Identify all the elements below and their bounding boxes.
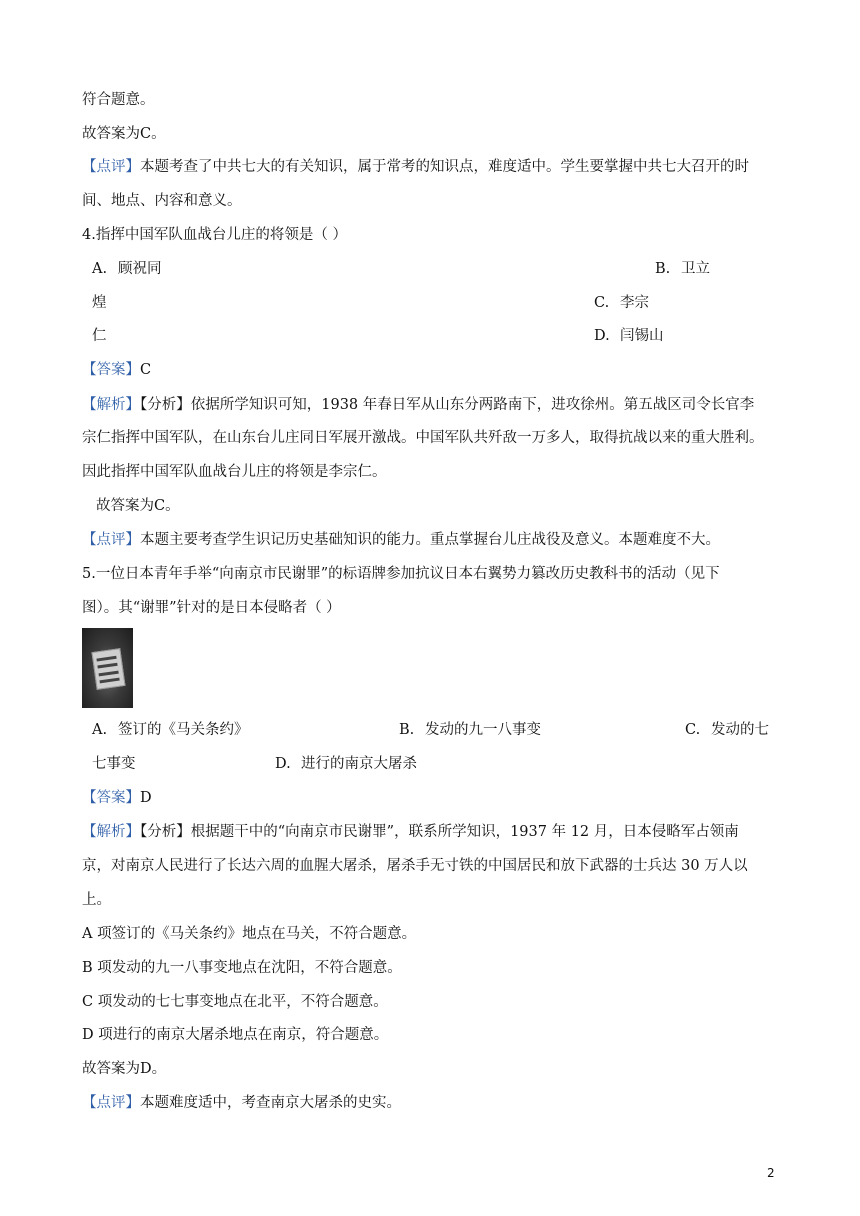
q4-explanation-line: 因此指挥中国军队血战台儿庄的将领是李宗仁。 [82, 464, 387, 480]
protest-photo [82, 628, 133, 708]
q5-option-d [275, 754, 417, 774]
explanation-text: 【分析】根据题干中的“向南京市民谢罪”，联系所学知识，1937 年 12 月，日本侵略军占领南 [140, 824, 739, 840]
option-letter: B. [399, 722, 415, 738]
q5-explanation-line: B 项发动的九一八事变地点在沈阳，不符合题意。 [82, 960, 402, 976]
q4-option-c-wrap: 仁 [92, 328, 107, 344]
question-5-stem: 5.一位日本青年手举“向南京市民谢罪”的标语牌参加抗议日本右翼势力篡改历史教科书的活动（见下 [82, 566, 720, 582]
q4-option-b-wrap: 煌 [92, 295, 107, 311]
q4-option-d [594, 326, 664, 346]
option-letter: B. [655, 261, 671, 277]
text-line: 故答案为C。 [82, 126, 166, 142]
option-text: 签订的《马关条约》 [118, 722, 249, 738]
text-line: 符合题意。 [82, 92, 155, 108]
option-text: 卫立 [681, 261, 710, 277]
q4-review [82, 530, 720, 550]
q5-option-a [92, 720, 249, 740]
review-text: 本题主要考查学生识记历史基础知识的能力。重点掌握台儿庄战役及意义。本题难度不大。 [140, 532, 720, 548]
q5-explanation-line [82, 822, 739, 842]
review-text: 本题考查了中共七大的有关知识，属于常考的知识点，难度适中。学生要掌握中共七大召开的时 [140, 159, 749, 175]
protest-sign [91, 648, 125, 690]
page-number: 2 [767, 1166, 775, 1180]
q5-explanation-line: 京，对南京人民进行了长达六周的血腥大屠杀，屠杀手无寸铁的中国居民和放下武器的士兵达 30 万人以 [82, 858, 748, 874]
q4-option-c [594, 293, 649, 313]
review-text: 本题难度适中，考查南京大屠杀的史实。 [140, 1095, 401, 1111]
explanation-tag: 【解析】 [82, 824, 140, 840]
option-letter: D. [275, 756, 291, 772]
explanation-text: 【分析】依据所学知识可知，1938 年春日军从山东分两路南下，进攻徐州。第五战区司令长官李 [140, 397, 755, 413]
option-letter: C. [594, 295, 610, 311]
q5-review [82, 1093, 401, 1113]
option-letter: A. [92, 261, 108, 277]
q5-option-c [685, 720, 769, 740]
review-line [82, 157, 749, 177]
review-tag: 【点评】 [82, 1095, 140, 1111]
q5-explanation-line: C 项发动的七七事变地点在北平，不符合题意。 [82, 994, 388, 1010]
q5-explanation-line: D 项进行的南京大屠杀地点在南京，符合题意。 [82, 1027, 389, 1043]
q4-explanation-line: 故答案为C。 [96, 498, 180, 514]
q4-option-a [92, 259, 162, 279]
option-text: 闫锡山 [620, 328, 664, 344]
answer-tag: 【答案】 [82, 362, 140, 378]
q5-option-c-wrap: 七事变 [92, 756, 136, 772]
option-letter: C. [685, 722, 701, 738]
q5-answer [82, 788, 152, 808]
answer-value: D [140, 790, 152, 806]
option-text: 顾祝同 [118, 261, 162, 277]
option-text: 发动的七 [711, 722, 769, 738]
text-line: 间、地点、内容和意义。 [82, 193, 242, 209]
option-text: 发动的九一八事变 [425, 722, 541, 738]
answer-tag: 【答案】 [82, 790, 140, 806]
q4-explanation-line [82, 395, 754, 415]
q4-explanation-line: 宗仁指挥中国军队，在山东台儿庄同日军展开激战。中国军队共歼敌一万多人，取得抗战以来的重大胜利。 [82, 430, 764, 446]
question-4-stem: 4.指挥中国军队血战台儿庄的将领是（ ） [82, 227, 347, 243]
question-5-stem: 图）。其“谢罪”针对的是日本侵略者（ ） [82, 600, 341, 616]
option-text: 进行的南京大屠杀 [301, 756, 417, 772]
option-letter: A. [92, 722, 108, 738]
q4-answer [82, 360, 151, 380]
q5-explanation-line: A 项签订的《马关条约》地点在马关，不符合题意。 [82, 926, 417, 942]
q5-explanation-line: 故答案为D。 [82, 1061, 167, 1077]
review-tag: 【点评】 [82, 532, 140, 548]
q5-explanation-line: 上。 [82, 892, 111, 908]
option-text: 李宗 [620, 295, 649, 311]
review-tag: 【点评】 [82, 159, 140, 175]
option-letter: D. [594, 328, 610, 344]
answer-value: C [140, 362, 152, 378]
q5-option-b [399, 720, 541, 740]
q4-option-b [655, 259, 710, 279]
explanation-tag: 【解析】 [82, 397, 140, 413]
